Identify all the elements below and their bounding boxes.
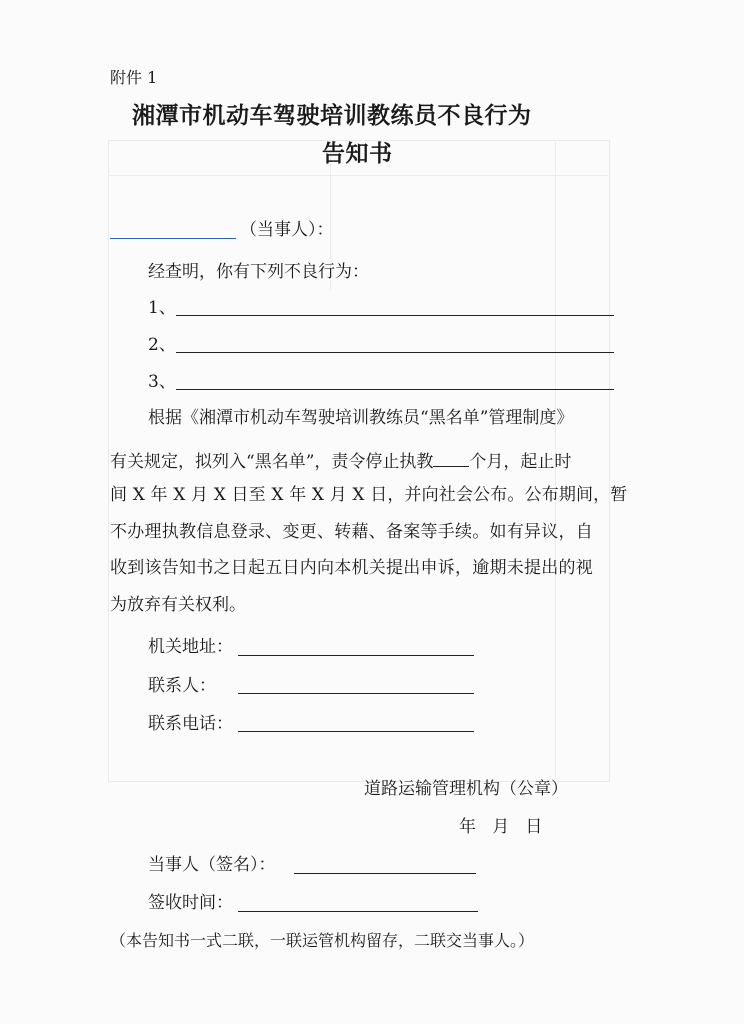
body-line: 不办理执教信息登录、变更、转藉、备案等手续。如有异议，自 bbox=[110, 522, 593, 542]
party-name-field[interactable] bbox=[110, 238, 236, 239]
months-blank[interactable] bbox=[433, 450, 469, 467]
bleed-through-line bbox=[108, 175, 608, 176]
item-field[interactable] bbox=[176, 315, 614, 316]
date-label: 年 月 日 bbox=[459, 817, 543, 837]
footnote: （本告知书一式二联，一联运管机构留存，二联交当事人。） bbox=[110, 931, 535, 950]
receipt-time-field[interactable] bbox=[238, 911, 478, 912]
body-line bbox=[110, 450, 571, 472]
address-field[interactable] bbox=[238, 655, 474, 656]
signature-field[interactable] bbox=[294, 873, 476, 874]
body-line: 间 X 年 X 月 X 日至 X 年 X 月 X 日，并向社会公布。公布期间，暂 bbox=[110, 485, 628, 505]
item-number: 1、 bbox=[148, 298, 176, 318]
contact-field[interactable] bbox=[238, 693, 474, 694]
body-line: 为放弃有关权利。 bbox=[110, 595, 246, 615]
attachment-label: 附件 1 bbox=[110, 68, 158, 87]
address-label: 机关地址： bbox=[148, 637, 233, 657]
agency-seal-label: 道路运输管理机构（公章） bbox=[364, 779, 568, 799]
body-line: 根据《湘潭市机动车驾驶培训教练员“黑名单”管理制度》 bbox=[148, 408, 574, 428]
body-line: 收到该告知书之日起五日内向本机关提出申诉，逾期未提出的视 bbox=[110, 558, 593, 578]
receipt-time-label: 签收时间： bbox=[148, 893, 233, 913]
item-field[interactable] bbox=[176, 389, 614, 390]
phone-field[interactable] bbox=[238, 731, 474, 732]
document-subtitle: 告知书 bbox=[322, 141, 393, 167]
body-line-part: 有关规定，拟列入“黑名单”，责令停止执教 bbox=[110, 452, 434, 472]
document-title: 湘潭市机动车驾驶培训教练员不良行为 bbox=[132, 103, 532, 129]
signature-label: 当事人（签名）： bbox=[148, 855, 276, 875]
party-label: （当事人）： bbox=[240, 220, 334, 240]
item-number: 2、 bbox=[148, 335, 176, 355]
item-field[interactable] bbox=[176, 352, 614, 353]
item-number: 3、 bbox=[148, 372, 176, 392]
body-line-part: 个月，起止时 bbox=[469, 452, 572, 472]
contact-label: 联系人： bbox=[148, 676, 216, 696]
intro-text: 经查明，你有下列不良行为： bbox=[148, 262, 369, 282]
phone-label: 联系电话： bbox=[148, 714, 233, 734]
